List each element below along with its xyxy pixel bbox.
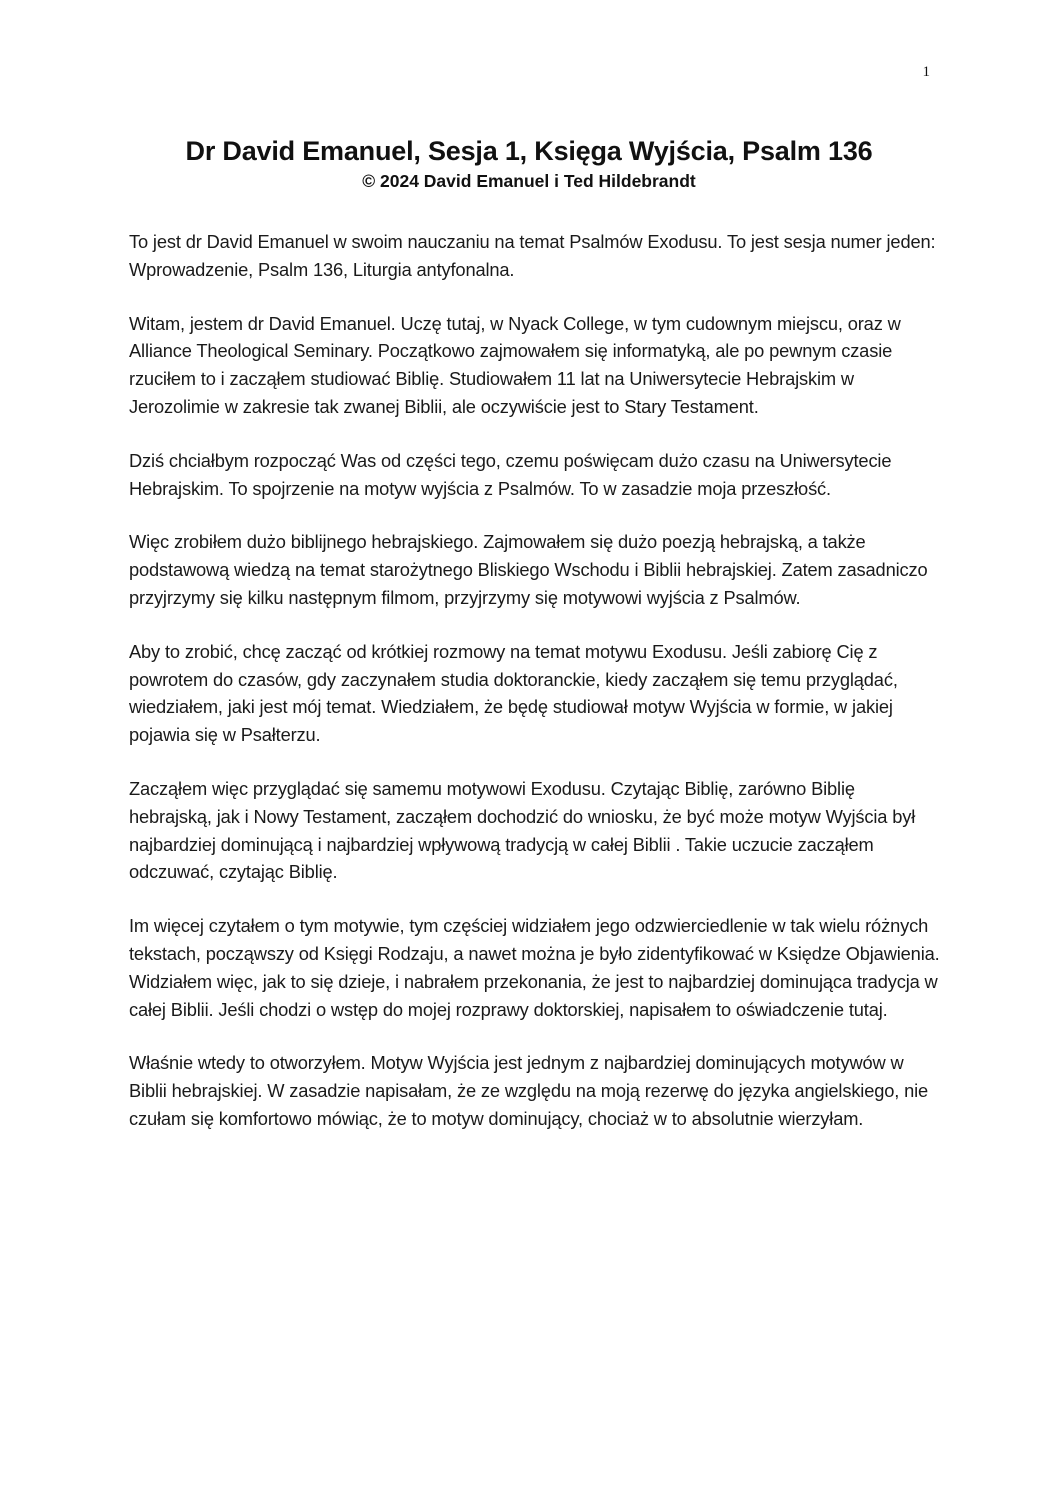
copyright-line: © 2024 David Emanuel i Ted Hildebrandt [362, 171, 696, 191]
paragraph: Właśnie wtedy to otworzyłem. Motyw Wyjścia jest jednym z najbardziej dominujących motywów w Biblii hebrajskiej. W zasadzie napisałam, że ze względu na moją rezerwę do języka angielskiego, nie czułam się komfortowo mówiąc, że to motyw dominujący, chociaż w to absolutnie wierzyłam. [129, 1052, 929, 1129]
paragraph-intro: To jest dr David Emanuel w swoim nauczaniu na temat Psalmów Exodusu. To jest sesja numer jeden: Wprowadzenie, Psalm 136, Liturgia antyfonalna. [129, 231, 936, 280]
document-body [129, 228, 941, 1159]
document-title: Dr David Emanuel, Sesja 1, Księga Wyjścia, Psalm 136 [185, 136, 873, 166]
paragraph: Aby to zrobić, chcę zacząć od krótkiej rozmowy na temat motywu Exodusu. Jeśli zabiorę Cię z powrotem do czasów, gdy zaczynałem studia doktoranckie, kiedy zacząłem się temu przyglądać, wiedziałem, jaki jest mój temat. Wiedziałem, że będę studiował motyw Wyjścia w formie, w jakiej pojawia się w Psałterzu. [129, 640, 898, 746]
paragraph: Witam, jestem dr David Emanuel. Uczę tutaj, w Nyack College, w tym cudownym miejscu, oraz w Alliance Theological Seminary. Początkowo zajmowałem się informatyką, ale po pewnym czasie rzuciłem to i zacząłem studiować Biblię. Studiowałem 11 lat na Uniwersytecie Hebrajskim w Jerozolimie w zakresie tak zwanej Biblii, ale oczywiście jest to Stary Testament. [129, 312, 901, 417]
paragraph: Im więcej czytałem o tym motywie, tym częściej widziałem jego odzwierciedlenie w tak wielu różnych tekstach, począwszy od Księgi Rodzaju, a nawet można je było zidentyfikować w Księdze Objawienia. Widziałem więc, jak to się dzieje, i nabrałem przekonania, że jest to najbardziej dominująca tradycja w całej Biblii. Jeśli chodzi o wstęp do mojej rozprawy doktorskiej, napisałem to oświadczenie tutaj. [129, 915, 940, 1020]
document-header [90, 134, 968, 194]
paragraph: Zacząłem więc przyglądać się samemu motywowi Exodusu. Czytając Biblię, zarówno Biblię hebrajską, jak i Nowy Testament, zacząłem dochodzić do wniosku, że być może motyw Wyjścia był najbardziej dominującą i najbardziej wpływową tradycją w całej Biblii . Takie uczucie zacząłem odczuwać, czytając Biblię. [129, 777, 916, 883]
paragraph: Dziś chciałbym rozpocząć Was od części tego, czemu poświęcam dużo czasu na Uniwersytecie Hebrajskim. To spojrzenie na motyw wyjścia z Psalmów. To w zasadzie moja przeszłość. [129, 449, 892, 499]
page-number: 1 [922, 64, 930, 80]
paragraph: Więc zrobiłem dużo biblijnego hebrajskiego. Zajmowałem się dużo poezją hebrajską, a także podstawową wiedzą na temat starożytnego Bliskiego Wschodu i Biblii hebrajskiej. Zatem zasadniczo przyjrzymy się kilku następnym filmom, przyjrzymy się motywowi wyjścia z Psalmów. [129, 531, 928, 608]
